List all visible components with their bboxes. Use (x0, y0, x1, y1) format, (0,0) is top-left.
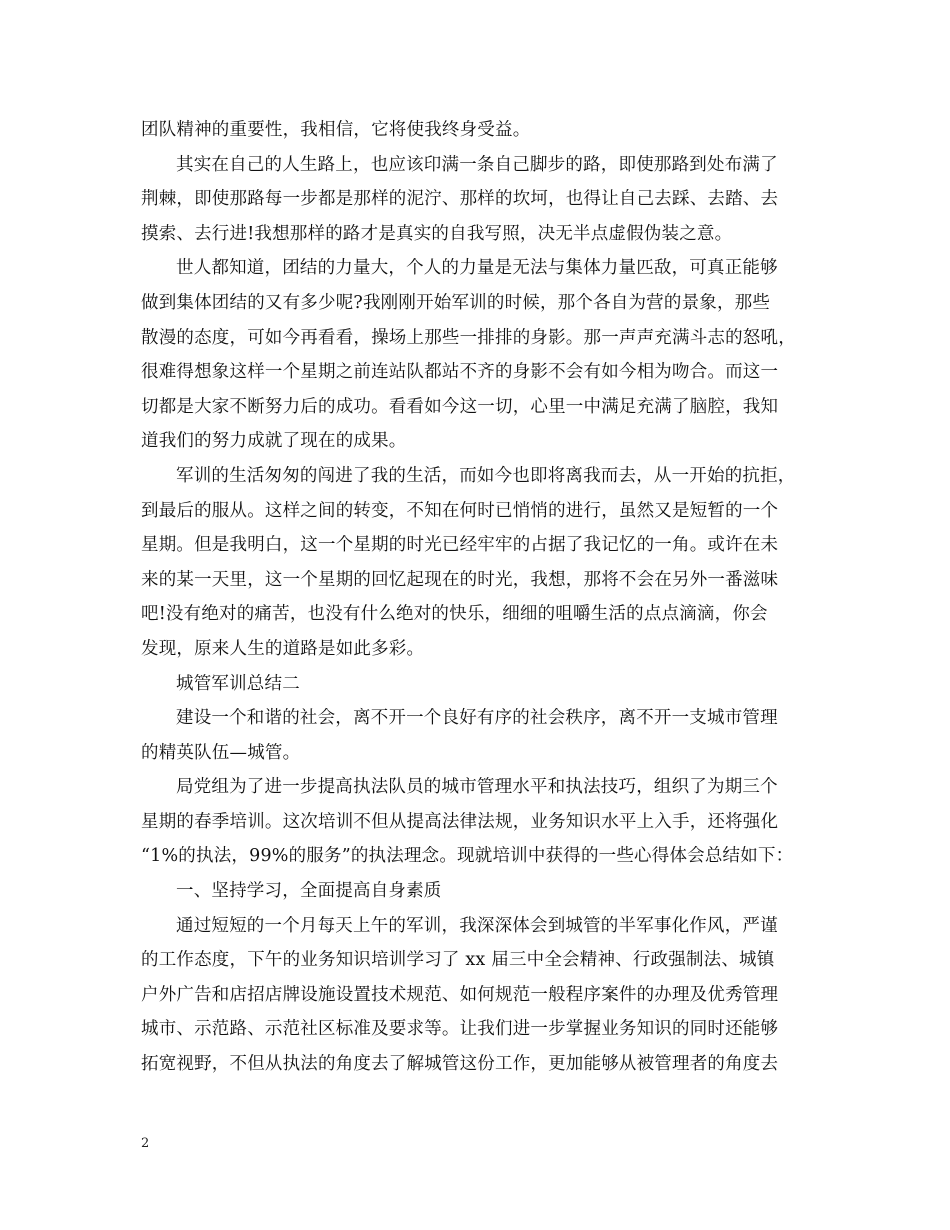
text-line: 其实在自己的人生路上，也应该印满一条自己脚步的路，即使那路到处布满了 (176, 154, 778, 175)
text-line: 荆棘，即使那路每一步都是那样的泥泞、那样的坎坷，也得让自己去踩、去踏、去 (141, 189, 779, 210)
text-line: 一、坚持学习，全面提高自身素质 (176, 881, 442, 902)
text-line: 星期。但是我明白，这一个星期的时光已经牢牢的占据了我记忆的一角。或许在未 (141, 535, 779, 556)
text-line: 来的某一天里，这一个星期的回忆起现在的时光，我想，那将不会在另外一番滋味 (141, 569, 779, 590)
text-line: 城管军训总结二 (176, 673, 300, 694)
text-line: 吧!没有绝对的痛苦，也没有什么绝对的快乐，细细的咀嚼生活的点点滴滴，你会 (141, 604, 768, 625)
text-line: 发现，原来人生的道路是如此多彩。 (141, 638, 425, 659)
text-line: 的精英队伍—城管。 (141, 742, 301, 763)
text-line: 城市、示范路、示范社区标准及要求等。让我们进一步掌握业务知识的同时还能够 (141, 1019, 779, 1040)
text-line: 局党组为了进一步提高执法队员的城市管理水平和执法技巧，组织了为期三个 (176, 777, 778, 798)
text-line: 世人都知道，团结的力量大，个人的力量是无法与集体力量匹敌，可真正能够 (176, 258, 778, 279)
text-line: “1%的执法，99%的服务”的执法理念。现就培训中获得的一些心得体会总结如下： (141, 846, 794, 867)
text-line: 到最后的服从。这样之间的转变，不知在何时已悄悄的进行，虽然又是短暂的一个 (141, 500, 779, 521)
text-line: 道我们的努力成就了现在的成果。 (141, 431, 407, 452)
text-line: 切都是大家不断努力后的成功。看看如今这一切，心里一中满足充满了脑腔，我知 (141, 396, 779, 417)
text-line: 户外广告和店招店牌设施设置技术规范、如何规范一般程序案件的办理及优秀管理 (141, 984, 779, 1005)
text-line: 拓宽视野，不但从执法的角度去了解城管这份工作，更加能够从被管理者的角度去 (141, 1054, 779, 1075)
text-line: 的工作态度，下午的业务知识培训学习了 xx 届三中全会精神、行政强制法、城镇 (141, 950, 775, 971)
text-line: 散漫的态度，可如今再看看，操场上那些一排排的身影。那一声声充满斗志的怒吼， (141, 327, 796, 348)
text-line: 军训的生活匆匆的闯进了我的生活，而如今也即将离我而去，从一开始的抗拒， (176, 465, 796, 486)
text-line: 团队精神的重要性，我相信，它将使我终身受益。 (141, 120, 531, 140)
text-line: 很难得想象这样一个星期之前连站队都站不齐的身影不会有如今相为吻合。而这一 (141, 362, 779, 383)
page-number: 2 (141, 1136, 150, 1151)
text-line: 摸索、去行进!我想那样的路才是真实的自我写照，决无半点虚假伪装之意。 (141, 223, 733, 244)
text-line: 星期的春季培训。这次培训不但从提高法律法规，业务知识水平上入手，还将强化 (141, 811, 779, 832)
text-line: 做到集体团结的又有多少呢?我刚刚开始军训的时候，那个各自为营的景象，那些 (141, 292, 771, 313)
text-line: 通过短短的一个月每天上午的军训，我深深体会到城管的半军事化作风，严谨 (176, 915, 778, 936)
text-line: 建设一个和谐的社会，离不开一个良好有序的社会秩序，离不开一支城市管理 (176, 708, 778, 729)
document-body (141, 113, 821, 1082)
